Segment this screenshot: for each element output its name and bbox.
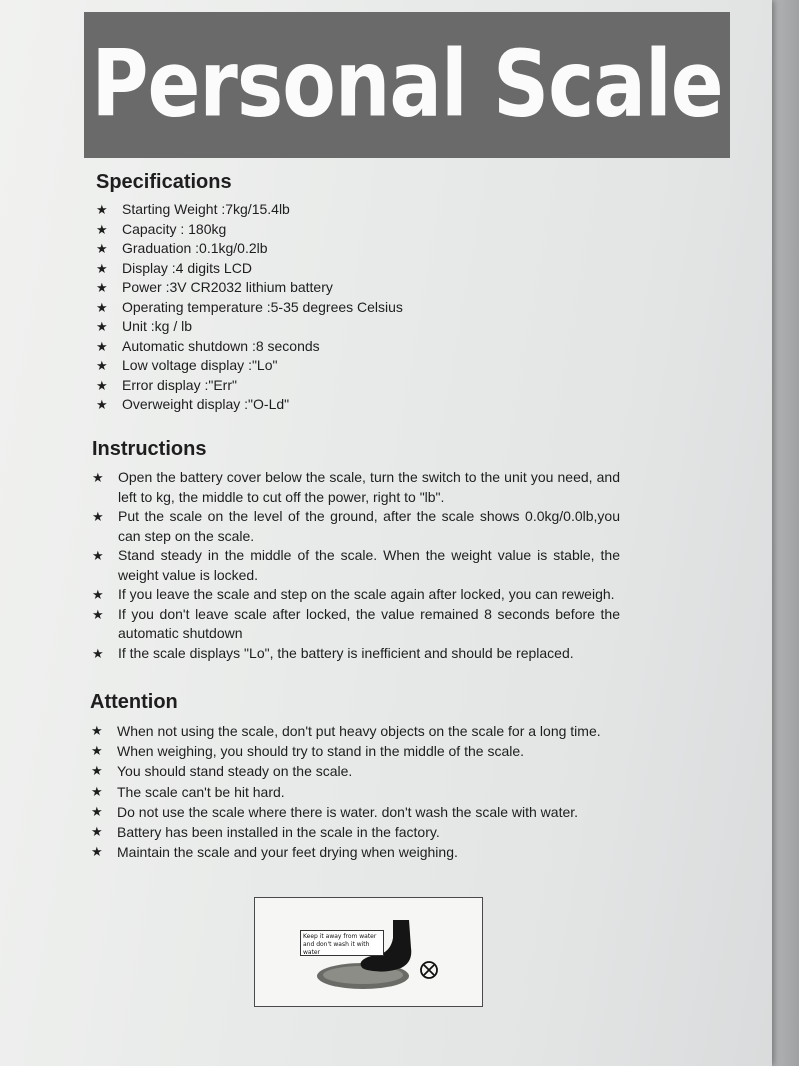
specifications-item-text: Power :3V CR2032 lithium battery (122, 279, 333, 295)
attention-item-text: Battery has been installed in the scale in the factory. (117, 823, 440, 840)
sign-line-2: and don't wash it with water (303, 941, 370, 956)
star-bullet-icon: ★ (91, 783, 103, 799)
prohibited-icon (419, 960, 439, 980)
attention-item (91, 802, 601, 822)
attention-item-text: When weighing, you should try to stand in the middle of the scale. (117, 743, 525, 760)
star-bullet-icon: ★ (96, 241, 108, 256)
specifications-item-text: Automatic shutdown :8 seconds (122, 337, 320, 354)
specifications-item-text: Display :4 digits LCD (122, 259, 252, 276)
star-bullet-icon: ★ (92, 548, 104, 563)
specifications-item (96, 200, 403, 220)
sign-line-1: Keep it away from water (303, 933, 377, 940)
specifications-item-text: Overweight display :"O-Ld" (122, 396, 290, 412)
star-bullet-icon: ★ (92, 587, 104, 602)
instructions-item (92, 468, 620, 507)
attention-item-text: Do not use the scale where there is water. don't wash the scale with water. (117, 803, 579, 820)
attention-list (91, 721, 601, 862)
keep-away-sign (300, 930, 384, 956)
title-banner (84, 12, 730, 158)
star-bullet-icon: ★ (92, 470, 104, 485)
instructions-heading: Instructions (92, 438, 207, 460)
attention-item-text: Maintain the scale and your feet drying when weighing. (117, 844, 458, 861)
specifications-item-text: Low voltage display :"Lo" (122, 357, 278, 373)
specifications-item (96, 356, 403, 376)
attention-item-text: The scale can't be hit hard. (117, 783, 285, 800)
star-bullet-icon: ★ (91, 763, 103, 779)
instructions-item-text: If you don't leave scale after locked, the value remained 8 seconds before the automatic shutdown (118, 605, 620, 641)
star-bullet-icon: ★ (91, 803, 103, 819)
instructions-item-text: Stand steady in the middle of the scale. When the weight value is stable, the weight value is locked. (118, 547, 620, 583)
specifications-item-text: Graduation :0.1kg/0.2lb (122, 240, 268, 256)
specifications-item (96, 337, 403, 357)
instructions-item-text: Put the scale on the level of the ground, after the scale shows 0.0kg/0.0lb,you can step on the scale. (118, 508, 620, 544)
star-bullet-icon: ★ (96, 377, 108, 393)
specifications-item (96, 278, 403, 298)
star-bullet-icon: ★ (91, 844, 103, 860)
star-bullet-icon: ★ (96, 299, 108, 315)
instructions-item (92, 507, 620, 546)
star-bullet-icon: ★ (91, 823, 103, 839)
attention-item-text: When not using the scale, don't put heavy objects on the scale for a long time. (117, 723, 601, 739)
specifications-item-text: Unit :kg / lb (122, 318, 193, 334)
specifications-item (96, 317, 403, 337)
star-bullet-icon: ★ (96, 338, 108, 354)
attention-heading: Attention (90, 691, 178, 713)
star-bullet-icon: ★ (96, 319, 108, 334)
star-bullet-icon: ★ (96, 358, 108, 373)
specifications-item (96, 239, 403, 259)
instructions-item (92, 546, 620, 585)
attention-item (91, 741, 601, 761)
instructions-item-text: If you leave the scale and step on the scale again after locked, you can reweigh. (118, 586, 615, 602)
instructions-item (92, 644, 620, 664)
instructions-item (92, 605, 620, 644)
attention-item (91, 721, 601, 741)
star-bullet-icon: ★ (96, 280, 108, 295)
specifications-item (96, 395, 403, 415)
specifications-item (96, 220, 403, 240)
instructions-list (92, 468, 620, 663)
star-bullet-icon: ★ (96, 221, 108, 237)
attention-item (91, 822, 601, 842)
specifications-list (96, 200, 403, 415)
page-title: Personal Scale (91, 31, 723, 139)
specifications-item (96, 376, 403, 396)
star-bullet-icon: ★ (96, 202, 108, 217)
specifications-item-text: Capacity : 180kg (122, 220, 227, 237)
attention-item (91, 761, 601, 781)
specifications-item (96, 259, 403, 279)
star-bullet-icon: ★ (92, 606, 104, 622)
attention-item-text: You should stand steady on the scale. (117, 763, 353, 780)
instructions-item-text: If the scale displays "Lo", the battery is inefficient and should be replaced. (118, 644, 574, 661)
specifications-item-text: Error display :"Err" (122, 376, 237, 393)
star-bullet-icon: ★ (92, 509, 104, 524)
specifications-item (96, 298, 403, 318)
specifications-item-text: Starting Weight :7kg/15.4lb (122, 201, 290, 217)
specifications-item-text: Operating temperature :5-35 degrees Celsius (122, 298, 403, 315)
attention-item (91, 842, 601, 862)
star-bullet-icon: ★ (96, 260, 108, 276)
warning-illustration (254, 897, 483, 1007)
star-bullet-icon: ★ (91, 723, 103, 738)
instructions-item (92, 585, 620, 605)
star-bullet-icon: ★ (91, 743, 103, 759)
attention-item (91, 782, 601, 802)
star-bullet-icon: ★ (96, 397, 108, 412)
specifications-heading: Specifications (96, 171, 232, 193)
instructions-item-text: Open the battery cover below the scale, turn the switch to the unit you need, and left to kg, the middle to cut off the power, right to "lb". (118, 469, 620, 505)
star-bullet-icon: ★ (92, 645, 104, 661)
